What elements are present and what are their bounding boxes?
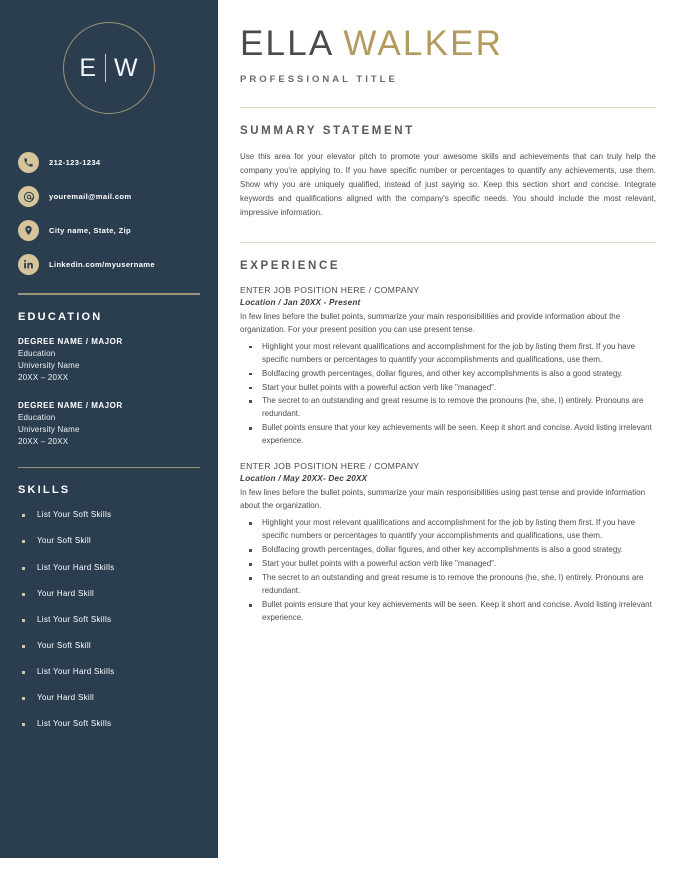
bullet-icon <box>22 697 25 700</box>
main-content <box>218 0 680 879</box>
education-years: 20XX – 20XX <box>18 373 69 383</box>
bullet-icon <box>22 723 25 726</box>
list-item <box>18 641 200 651</box>
job-bullet: The secret to an outstanding and great resume is to remove the pronouns (he, she, I) entirely. Pronouns are redundant. <box>240 572 656 598</box>
contact-linkedin-text: Linkedin.com/myusername <box>49 260 155 269</box>
contact-item-phone[interactable] <box>18 152 200 173</box>
education-school: University Name <box>18 425 80 435</box>
skill-label: List Your Hard Skills <box>37 666 115 676</box>
name-first: ELLA <box>240 24 335 63</box>
contact-email-text: youremail@mail.com <box>49 192 132 201</box>
education-list <box>18 337 200 449</box>
list-item <box>18 589 200 599</box>
bullet-icon <box>22 593 25 596</box>
contact-location-text: City name, State, Zip <box>49 226 132 235</box>
skill-label: List Your Hard Skills <box>37 562 115 572</box>
page-title <box>240 26 656 63</box>
job-title: ENTER JOB POSITION HERE / COMPANY <box>240 284 420 295</box>
list-item <box>18 719 200 729</box>
contact-phone-text: 212-123-1234 <box>49 158 101 167</box>
education-school: University Name <box>18 360 80 370</box>
list-item <box>18 667 200 677</box>
list-item <box>18 510 200 520</box>
sidebar-divider-education <box>18 293 200 295</box>
skill-label: Your Hard Skill <box>37 588 95 598</box>
job-description: In few lines before the bullet points, summarize your main responsibilities using past tense and provide information about the organization. <box>240 488 646 511</box>
contact-item-location[interactable] <box>18 220 200 241</box>
experience-heading: EXPERIENCE <box>240 259 341 272</box>
monogram-initials <box>71 54 146 82</box>
bullet-icon <box>22 619 25 622</box>
skill-label: List Your Soft Skills <box>37 719 112 729</box>
education-level: Education <box>18 412 56 422</box>
education-years: 20XX – 20XX <box>18 437 69 447</box>
divider-summary <box>240 107 656 108</box>
contact-list <box>18 152 200 275</box>
email-icon <box>18 186 39 207</box>
bullet-icon <box>22 514 25 517</box>
job-bullet: Bullet points ensure that your key achievements will be seen. Keep it short and concise. Avoid listing irrelevant experience. <box>240 422 656 448</box>
skill-label: Your Soft Skill <box>37 640 92 650</box>
monogram-circle <box>63 22 155 114</box>
name-last: WALKER <box>343 24 504 63</box>
job-bullet: Highlight your most relevant qualifications and accomplishment for the job by listing them first. If you have specific numbers or percentages to quantify your accomplishments and qualifications, use them. <box>240 341 656 367</box>
sidebar <box>0 0 218 858</box>
education-level: Education <box>18 348 56 358</box>
job-bullet-list <box>240 341 656 449</box>
skills-heading: SKILLS <box>18 484 71 497</box>
professional-title: PROFESSIONAL TITLE <box>240 73 398 85</box>
education-item <box>18 401 200 449</box>
job-bullet-list <box>240 517 656 625</box>
skill-label: List Your Soft Skills <box>37 614 112 624</box>
bullet-icon <box>22 671 25 674</box>
list-item <box>18 615 200 625</box>
job-bullet: Start your bullet points with a powerful action verb like "managed". <box>240 382 656 395</box>
bullet-icon <box>22 567 25 570</box>
list-item <box>18 693 200 703</box>
job-bullet: Highlight your most relevant qualifications and accomplishment for the job by listing them first. If you have specific numbers or percentages to quantify your accomplishments and qualifications, use them. <box>240 517 656 543</box>
job-title: ENTER JOB POSITION HERE / COMPANY <box>240 461 420 472</box>
sidebar-divider-skills <box>18 467 200 469</box>
contact-item-email[interactable] <box>18 186 200 207</box>
education-item <box>18 337 200 385</box>
bullet-icon <box>22 540 25 543</box>
job-bullet: Start your bullet points with a powerful action verb like "managed". <box>240 558 656 571</box>
contact-item-linkedin[interactable] <box>18 254 200 275</box>
phone-icon <box>18 152 39 173</box>
skill-label: Your Hard Skill <box>37 693 95 702</box>
list-item <box>18 563 200 573</box>
skill-label: List Your Soft Skills <box>37 510 112 520</box>
experience-item <box>240 285 656 449</box>
skills-list <box>18 510 200 728</box>
summary-heading: SUMMARY STATEMENT <box>240 124 415 137</box>
bullet-icon <box>22 645 25 648</box>
divider-experience <box>240 242 656 243</box>
education-degree: DEGREE NAME / MAJOR <box>18 400 123 410</box>
job-description: In few lines before the bullet points, summarize your main responsibilities and provide information about the organization. For your present position you can use present tense. <box>240 311 621 334</box>
job-bullet: Boldfacing growth percentages, dollar figures, and other key accomplishments is also a good strategy. <box>240 368 656 381</box>
location-pin-icon <box>18 220 39 241</box>
list-item <box>18 536 200 546</box>
experience-item <box>240 461 656 625</box>
monogram-container <box>18 0 200 114</box>
job-bullet: The secret to an outstanding and great resume is to remove the pronouns (he, she, I) entirely. Pronouns are redundant. <box>240 395 656 421</box>
monogram-initial-first: E <box>79 53 98 82</box>
skill-label: Your Soft Skill <box>37 536 92 546</box>
linkedin-icon <box>18 254 39 275</box>
job-bullet: Bullet points ensure that your key achievements will be seen. Keep it short and concise. Avoid listing irrelevant experience. <box>240 599 656 625</box>
education-degree: DEGREE NAME / MAJOR <box>18 336 123 346</box>
summary-text: Use this area for your elevator pitch to promote your awesome skills and achievements that can truly help the company you're applying to. If you have specific number or percentages to quantify any achievements, use them. Show why you are uniquely qualified, instead of just saying so. Keep this section short and concise. Integrate keywords and qualifications aligned with the company's specific needs. You should include the most relevant, impressive information. <box>240 151 656 217</box>
job-meta: Location / Jan 20XX - Present <box>240 297 361 307</box>
education-heading: EDUCATION <box>18 310 103 323</box>
job-bullet: Boldfacing growth percentages, dollar figures, and other key accomplishments is also a good strategy. <box>240 544 656 557</box>
monogram-initial-last: W <box>114 53 139 82</box>
job-meta: Location / May 20XX- Dec 20XX <box>240 474 368 484</box>
